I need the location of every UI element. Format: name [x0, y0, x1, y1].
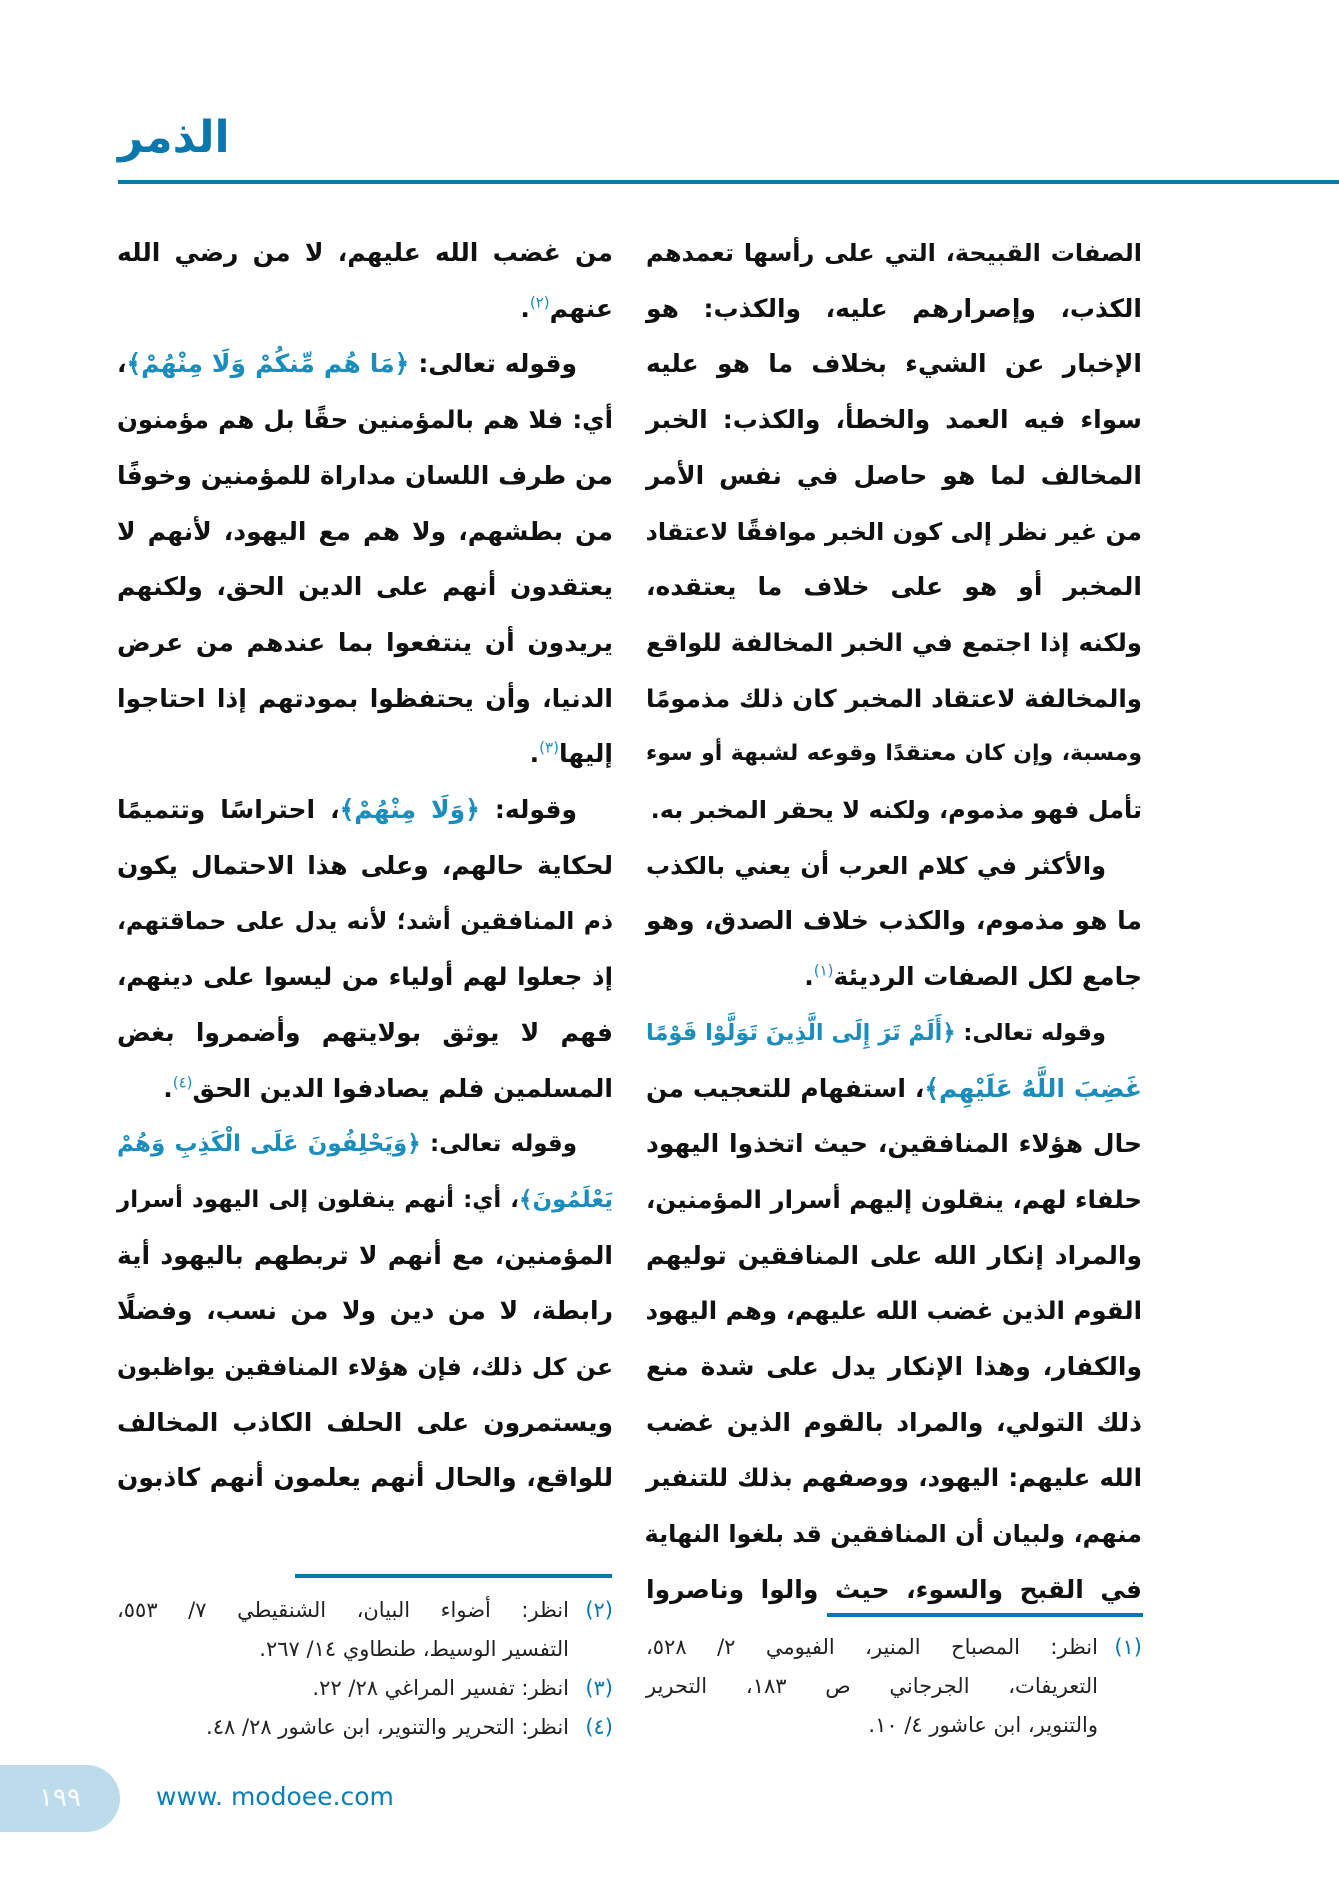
body-text: رابطة، لا من دين ولا من نسب، وفضلًا: [117, 1296, 613, 1326]
body-text: والمخالفة لاعتقاد المخبر كان ذلك مذمومًا: [646, 683, 1142, 713]
header-rule: [118, 180, 1339, 184]
body-text: وقوله تعالى:: [409, 349, 577, 379]
text-line: [117, 1450, 613, 1506]
footnote-reference: (٤): [172, 1073, 193, 1092]
body-text: .: [529, 739, 540, 769]
body-text: للواقع، والحال أنهم يعلمون أنهم كاذبون: [117, 1463, 613, 1493]
text-line: [117, 615, 613, 671]
text-line: [646, 1450, 1142, 1506]
text-line: [117, 949, 613, 1005]
quran-verse: ﴿وَيَحْلِفُونَ عَلَى الْكَذِبِ وَهُمْ: [117, 1131, 421, 1158]
text-line: [117, 1283, 613, 1339]
body-text: يعتقدون أنهم على الدين الحق، ولكنهم: [117, 572, 613, 602]
body-text: من بطشهم، ولا هم مع اليهود، لأنهم لا: [117, 516, 613, 546]
body-text: ولكنه إذا اجتمع في الخبر المخالفة للواقع: [646, 627, 1142, 657]
text-line: [117, 1228, 613, 1284]
text-line: [117, 782, 613, 838]
website-url: www. modoee.com: [156, 1782, 394, 1811]
text-line: [117, 1395, 613, 1451]
text-line: [646, 281, 1142, 337]
footnote-reference: (٢): [529, 293, 550, 312]
footnote-number: (٤): [585, 1715, 613, 1739]
text-line: [646, 1061, 1142, 1117]
body-text: من غضب الله عليهم، لا من رضي الله: [117, 238, 613, 267]
text-line: [646, 671, 1142, 727]
body-text: عنهم: [549, 293, 613, 323]
quran-verse: ﴿وَلَا مِنْهُمْ﴾: [339, 795, 480, 824]
text-line: [646, 726, 1142, 782]
body-text: المؤمنين، مع أنهم لا تربطهم باليهود أية: [117, 1240, 613, 1270]
text-line: [646, 559, 1142, 615]
body-text: ويستمرون على الحلف الكاذب المخالف: [117, 1407, 613, 1437]
body-text: عن كل ذلك، فإن هؤلاء المنافقين يواظبون: [117, 1353, 613, 1381]
footnote-reference: (٣): [539, 738, 559, 757]
body-text: .: [804, 962, 814, 992]
text-line: [646, 893, 1142, 949]
footnote-line: [646, 1667, 1142, 1706]
footnote-text: التفسير الوسيط، طنطاوي ١٤/ ٢٦٧.: [259, 1637, 569, 1661]
text-line: [646, 392, 1142, 448]
footnotes-left: [117, 1591, 613, 1747]
text-line: [646, 336, 1142, 392]
body-text: .: [163, 1073, 173, 1103]
text-line: [646, 1005, 1142, 1061]
text-line: [117, 726, 613, 782]
body-text: ما هو مذموم، والكذب خلاف الصدق، وهو: [646, 906, 1142, 936]
text-line: [117, 1339, 613, 1395]
text-line: [646, 1339, 1142, 1395]
quran-verse: يَعْلَمُونَ﴾: [519, 1186, 613, 1213]
body-text: المسلمين فلم يصادفوا الدين الحق: [192, 1073, 613, 1103]
body-text: المخالف لما هو حاصل في نفس الأمر: [646, 460, 1142, 490]
text-line: [646, 1172, 1142, 1228]
footnote-line: [646, 1706, 1142, 1745]
quran-verse: غَضِبَ اللَّهُ عَلَيْهِم﴾: [924, 1073, 1142, 1103]
footnote-text: انظر: تفسير المراغي ٢٨/ ٢٢.: [312, 1676, 569, 1700]
text-line: [646, 448, 1142, 504]
footnote-number: (٣): [585, 1676, 613, 1700]
body-text: ، احتراسًا وتتميمًا: [117, 795, 340, 824]
text-line: [646, 1228, 1142, 1284]
text-line: [117, 838, 613, 894]
footnote-number: (١): [1114, 1635, 1142, 1659]
footnote-number: (٢): [585, 1598, 613, 1622]
chapter-title: الذمر: [118, 112, 230, 163]
text-line: [117, 225, 613, 281]
body-text: ، استفهام للتعجيب من: [646, 1073, 925, 1103]
body-text: من طرف اللسان مداراة للمؤمنين وخوفًا: [117, 460, 613, 490]
text-line: [117, 1005, 613, 1061]
body-text: حلفاء لهم، ينقلون إليهم أسرار المؤمنين،: [646, 1184, 1142, 1214]
text-line: [646, 225, 1142, 281]
footnote-text: التعريفات، الجرجاني ص ١٨٣، التحرير: [646, 1674, 1098, 1698]
body-text: ذم المنافقين أشد؛ لأنه يدل على حماقتهم،: [117, 907, 613, 936]
text-line: [117, 671, 613, 727]
footnote-rule-left: [295, 1574, 612, 1578]
text-line: [646, 949, 1142, 1005]
body-text: ،: [117, 349, 127, 379]
footnote-line: [117, 1591, 613, 1630]
text-line: [646, 504, 1142, 560]
body-text: من غير نظر إلى كون الخبر موافقًا لاعتقاد: [645, 517, 1142, 546]
footnote-line: [117, 1669, 613, 1708]
body-text: الدنيا، وأن يحتفظوا بمودتهم إذا احتاجوا: [117, 683, 613, 713]
text-line: [646, 1506, 1142, 1562]
body-text: الإخبار عن الشيء بخلاف ما هو عليه: [646, 349, 1142, 379]
text-line: [117, 281, 613, 337]
text-line: [646, 1562, 1142, 1618]
body-text: إليها: [558, 739, 613, 769]
body-text: حال هؤلاء المنافقين، حيث اتخذوا اليهود: [646, 1129, 1142, 1159]
body-text: ، أي: أنهم ينقلون إلى اليهود أسرار: [117, 1186, 520, 1213]
body-text: أي: فلا هم بالمؤمنين حقًا بل هم مؤمنون: [117, 405, 613, 435]
body-text: إذ جعلوا لهم أولياء من ليسوا على دينهم،: [117, 962, 613, 992]
footnote-text: انظر: التحرير والتنوير، ابن عاشور ٢٨/ ٤٨.: [206, 1715, 569, 1739]
body-text: سواء فيه العمد والخطأ، والكذب: الخبر: [646, 405, 1142, 435]
body-text: الله عليهم: اليهود، ووصفهم بذلك للتنفير: [646, 1463, 1142, 1493]
text-line: [117, 336, 613, 392]
body-text: منهم، ولبيان أن المنافقين قد بلغوا النهاية: [644, 1520, 1142, 1549]
footnote-line: [117, 1708, 613, 1747]
footnote-reference: (١): [813, 961, 834, 980]
footnote-text: انظر: المصباح المنير، الفيومي ٢/ ٥٢٨،: [646, 1635, 1098, 1659]
body-text: تأمل فهو مذموم، ولكنه لا يحقر المخبر به.: [650, 796, 1142, 824]
body-text: وقوله تعالى:: [420, 1131, 577, 1158]
body-text: فهم لا يوثق بولايتهم وأضمروا بغض: [117, 1017, 613, 1047]
body-text: .: [520, 293, 530, 323]
body-text: ذلك التولي، والمراد بالقوم الذين غضب: [646, 1407, 1142, 1437]
text-line: [646, 615, 1142, 671]
footnote-rule-right: [827, 1613, 1143, 1617]
body-text: ومسبة، وإن كان معتقدًا وقوعه لشبهة أو سوء: [646, 741, 1142, 767]
body-text: وقوله تعالى:: [955, 1019, 1106, 1046]
body-text: والمراد إنكار الله على المنافقين توليهم: [646, 1240, 1142, 1270]
text-line: [646, 1395, 1142, 1451]
footnote-text: والتنوير، ابن عاشور ٤/ ١٠.: [868, 1713, 1098, 1737]
text-line: [117, 559, 613, 615]
footnote-text: انظر: أضواء البيان، الشنقيطي ٧/ ٥٥٣،: [117, 1598, 569, 1622]
body-text: لحكاية حالهم، وعلى هذا الاحتمال يكون: [117, 850, 613, 880]
body-text: في القبح والسوء، حيث والوا وناصروا: [646, 1574, 1142, 1604]
body-text: وقوله:: [479, 795, 577, 824]
body-text: المخبر أو هو على خلاف ما يعتقده،: [646, 572, 1142, 602]
text-line: [646, 1283, 1142, 1339]
quran-verse: ﴿أَلَمْ تَرَ إِلَى الَّذِينَ تَوَلَّوْا قَوْمًا: [646, 1019, 956, 1046]
body-text: القوم الذين غضب الله عليهم، وهم اليهود: [645, 1296, 1142, 1326]
body-text: جامع لكل الصفات الرديئة: [833, 962, 1142, 992]
text-line: [117, 392, 613, 448]
text-line: [117, 1172, 613, 1228]
text-line: [117, 1116, 613, 1172]
text-line: [646, 838, 1142, 894]
text-line: [646, 1116, 1142, 1172]
body-text: يريدون أن ينتفعوا بما عندهم من عرض: [117, 627, 613, 657]
text-line: [117, 893, 613, 949]
text-line: [117, 1061, 613, 1117]
text-line: [646, 782, 1142, 838]
body-text: والأكثر في كلام العرب أن يعني بالكذب: [646, 851, 1106, 880]
footnote-line: [117, 1630, 613, 1669]
page-number: ١٩٩: [0, 1765, 120, 1832]
body-text: الصفات القبيحة، التي على رأسها تعمدهم: [646, 239, 1142, 267]
text-line: [117, 448, 613, 504]
body-text: الكذب، وإصرارهم عليه، والكذب: هو: [646, 293, 1142, 323]
quran-verse: ﴿مَا هُم مِّنكُمْ وَلَا مِنْهُمْ﴾: [126, 349, 410, 379]
text-line: [117, 504, 613, 560]
footnotes-right: [646, 1628, 1142, 1745]
footnote-line: [646, 1628, 1142, 1667]
body-text: والكفار، وهذا الإنكار يدل على شدة منع: [646, 1352, 1142, 1381]
